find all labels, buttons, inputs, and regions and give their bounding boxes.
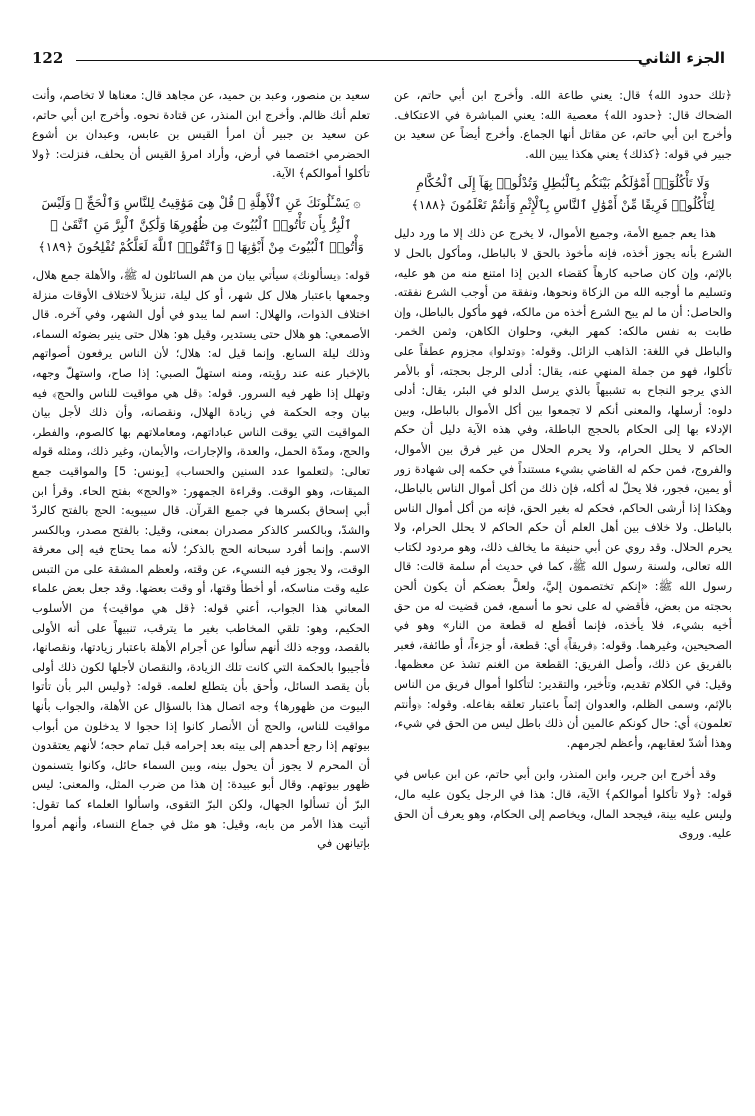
- page-number: 122: [32, 49, 64, 67]
- page-header: [32, 48, 725, 74]
- paragraph-gap: [394, 753, 732, 765]
- header-rule: [76, 60, 641, 61]
- paragraph: سعيد بن منصور، وعبد بن حميد، عن مجاهد قال: معناها لا تخاصم، وأنت تعلم أنك ظالم. وأخرج ابن المنذر، عن قتادة نحوه. وأخرج ابن أبي حاتم، عن سعيد بن جبير أن امرأ القيس بن عابس، وعبدان بن أشوع الحضرمي اختصما في أرض، وأراد امرؤ القيس أن يحلف، فنزلت: ﴿ولا تأكلوا أموالكم﴾ الآية.: [32, 88, 370, 181]
- text-columns: [32, 86, 732, 1096]
- quran-verse: ۞ يَسْـَٔلُونَكَ عَنِ ٱلْأَهِلَّةِ ۖ قُلْ هِىَ مَوَٰقِيتُ لِلنَّاسِ وَٱلْحَجِّ ۗ وَلَيْسَ ٱلْبِرُّ بِأَن تَأْتُوا۟ ٱلْبُيُوتَ مِن ظُهُورِهَا وَلَٰكِنَّ ٱلْبِرَّ مَنِ ٱتَّقَىٰ ۗ وَأْتُوا۟ ٱلْبُيُوتَ مِنْ أَبْوَٰبِهَا ۚ وَٱتَّقُوا۟ ٱللَّهَ لَعَلَّكُمْ تُفْلِحُونَ ﴿١٨٩﴾: [38, 194, 364, 254]
- quran-verse: وَلَا تَأْكُلُوٓا۟ أَمْوَٰلَكُم بَيْنَكُم بِٱلْبَٰطِلِ وَتُدْلُوا۟ بِهَآ إِلَى ٱلْحُكَّامِ لِتَأْكُلُوا۟ فَرِيقًا مِّنْ أَمْوَٰلِ ٱلنَّاسِ بِٱلْإِثْمِ وَأَنتُمْ تَعْلَمُونَ ﴿١٨٨﴾: [411, 175, 715, 213]
- paragraph: قوله: ﴿يسألونك﴾ سيأتي بيان من هم السائلون له ﷺ، والأهلة جمع هلال، وجمعها باعتبار هلال كل شهر، أو كل ليلة، تنزيلاً لاختلاف الأوقات منزلة اختلاف الذوات، والهلال: اسم لما يبدو في أول الشهر، وفي آخره. قال الأصمعي: هو هلال حتى يستدير، وقيل هو: هلال حتى ينير بضوئه السماء، وذلك ليلة السابع. وإنما قيل له: هلال؛ لأن الناس يرفعون أصواتهم بالإخبار عنه عند رؤيته، ومنه استهلّ الصبي: إذا صاح، واستهلّ وجهه، وتهلل إذا ظهر فيه السرور. قوله: ﴿قل هي مواقيت للناس والحج﴾ فيه بيان وجه الحكمة في زيادة الهلال، ونقصانه، وأن ذلك لأجل بيان المواقيت التي يوقت الناس عباداتهم، ومعاملاتهم بها كالصوم، والفطر، والحج، ومدّة الحمل، والعدة، والإجارات، والأيمان، وغير ذلك، ومثله قوله تعالى: ﴿لتعلموا عدد السنين والحساب﴾ [يونس: 5] والمواقيت جمع الميقات، وهو الوقت. وقراءة الجمهور: «والحج» بفتح الحاء. وقرأ ابن أبي إسحاق بكسرها في جميع القرآن. قال سيبويه: الحج بالفتح كالردّ والشدّ، وبالكسر كالذكر مصدران بمعنى، وقيل: بالفتح مصدر، وبالكسر الاسم. وإنما أفرد سبحانه الحج بالذكر؛ لأنه مما يحتاج فيه إلى معرفة الوقت، ولا يجوز فيه النسيء، عن وقته، ولعظم المشقة على من التبس عليه وقت مناسكه، أو أخطأ وقتها، أو وقت بعضها. وقد جعل بعض علماء المعاني هذا الجواب، أعني قوله: ﴿قل هي مواقيت﴾ من الأسلوب الحكيم، وهو: تلقي المخاطب بغير ما يترقب، تنبيهاً على أنه الأولى بالقصد، ووجه ذلك أنهم سألوا عن أجرام الأهلة باعتبار زيادتها، ونقصانها، فأجيبوا بالحكمة التي كانت تلك الزيادة، والنقصان لأجلها لكون ذلك أولى بأن يقصد السائل، وأحق بأن يتطلع لعلمه. قوله: ﴿وليس البر بأن تأتوا البيوت من ظهورها﴾ وجه اتصال هذا بالسؤال عن الأهلة، والجواب بأنها مواقيت للناس، والحج أن الأنصار كانوا إذا حجوا لا يدخلون من أبواب بيوتهم إذا رجع أحدهم إلى بيته بعد إحرامه قبل تمام حجه؛ لأنهم يعتقدون أن المحرم لا يجوز أن يحول بينه، وبين السماء حائل، وكانوا يتسنمون ظهور بيوتهم. وقال أبو عبيدة: إن هذا من ضرب المثل، والمعنى: ليس البرّ أن تسألوا الجهال، ولكن البرّ التقوى، واسألوا العلماء كما تقول: أتيت هذا الأمر من بابه، وقيل: هو مثل في جماع النساء، وأنهم أمروا بإتيانهن في: [32, 267, 370, 851]
- paragraph: هذا يعم جميع الأمة، وجميع الأموال، لا يخرج عن ذلك إلا ما ورد دليل الشرع بأنه يجوز أخذه، فإنه مأخوذ بالحق لا بالباطل، ومأكول بالحل لا بالإثم، وإن كان صاحبه كارهاً كقضاء الدين إذا امتنع منه من هو عليه، وتسليم ما أوجبه الله من الزكاة ونحوها، ونفقة من أوجب الشرع نفقته. والحاصل: أن ما لم يبح الشرع أخذه من مالكه، فهو مأكول بالباطل، وإن طابت به نفس مالكه: كمهر البغي، وحلوان الكاهن، وثمن الخمر. والباطل في اللغة: الذاهب الزائل. وقوله: ﴿وتدلوا﴾ مجزوم عطفاً على تأكلوا، فهو من جملة المنهي عنه، يقال: أدلى الرجل بحجته، أو بالأمر الذي يرجو النجاح به تشبيهاً بالذي يرسل الدلو في البئر، يقال: أدلى دلوه: أرسلها، والمعنى أنكم لا تجمعوا بين أكل الأموال بالباطل، وبين الإدلاء بها إلى الحكام بالحجج الباطلة، وفي هذه الآية دليل أن حكم الحاكم لا يحلل الحرام، ولا يحرم الحلال من غير فرق بين الأموال، والفروج، فمن حكم له القاضي بشيء مستنداً في حكمه إلى شهادة زور أو يمين، فجور، فلا يحلّ له أكله، فإن ذلك من أكل أموال الناس بالباطل، وهكذا إذا أرشى الحاكم، فحكم له بغير الحق، فإنه من أكل أموال الناس بالباطل. ولا خلاف بين أهل العلم أن حكم الحاكم لا يحلل الحرام، ولا يحرم الحلال. وقد روي عن أبي حنيفة ما يخالف ذلك، وهو مردود لكتاب الله تعالى، ولسنة رسول الله ﷺ، كما في حديث أم سلمة قالت: قال رسول الله ﷺ: «إنكم تختصمون إليَّ، ولعلَّ بعضكم أن يكون ألحن بحجته من بعض، فأقضي له على نحو ما أسمع، فمن قضيت له من حق أخيه بشيء، فلا يأخذه، فإنما أقطع له قطعة من النار» وهو في الصحيحين، وغيرهما. وقوله: ﴿فريقاً﴾ أي: قطعة، أو جزءاً، أو طائفة، فعبر بالفريق عن ذلك، وأصل الفريق: القطعة من الغنم تشذ عن معظمها. وقيل: في الكلام تقديم، وتأخير، والتقدير: لتأكلوا أموال فريق من الناس بالإثم، وسمى الظلم، والعدوان إثماً باعتبار تعلقه بفاعله. وقوله: ﴿وأنتم تعلمون﴾ أي: حال كونكم عالمين أن ذلك باطل ليس من الحق في شيء، وهذا أشدّ لعقابهم، وأعظم لجرمهم.: [394, 226, 732, 750]
- paragraph: وقد أخرج ابن جرير، وابن المنذر، وابن أبي حاتم، عن ابن عباس في قوله: ﴿ولا تأكلوا أموالكم﴾ الآية، قال: هذا في الرجل يكون عليه مال، وليس عليه بينة، فيجحد المال، ويخاصم إلى الحكام، وهو يعرف أن الحق عليه. وروى: [394, 767, 732, 841]
- paragraph: ﴿تلك حدود الله﴾ قال: يعني طاعة الله. وأخرج ابن أبي حاتم، عن الضحاك قال: ﴿حدود الله﴾ معصية الله: يعني المباشرة في الاعتكاف. وأخرج ابن أبي حاتم، عن مقاتل أنها الجماع. وأخرج أيضاً عن سعيد بن جبير في قوله: ﴿كذلك﴾ يعني هكذا يبين الله.: [394, 88, 732, 161]
- left-column: [32, 86, 370, 1096]
- running-title: الجزء الثاني: [637, 49, 725, 67]
- right-column: [394, 86, 732, 1096]
